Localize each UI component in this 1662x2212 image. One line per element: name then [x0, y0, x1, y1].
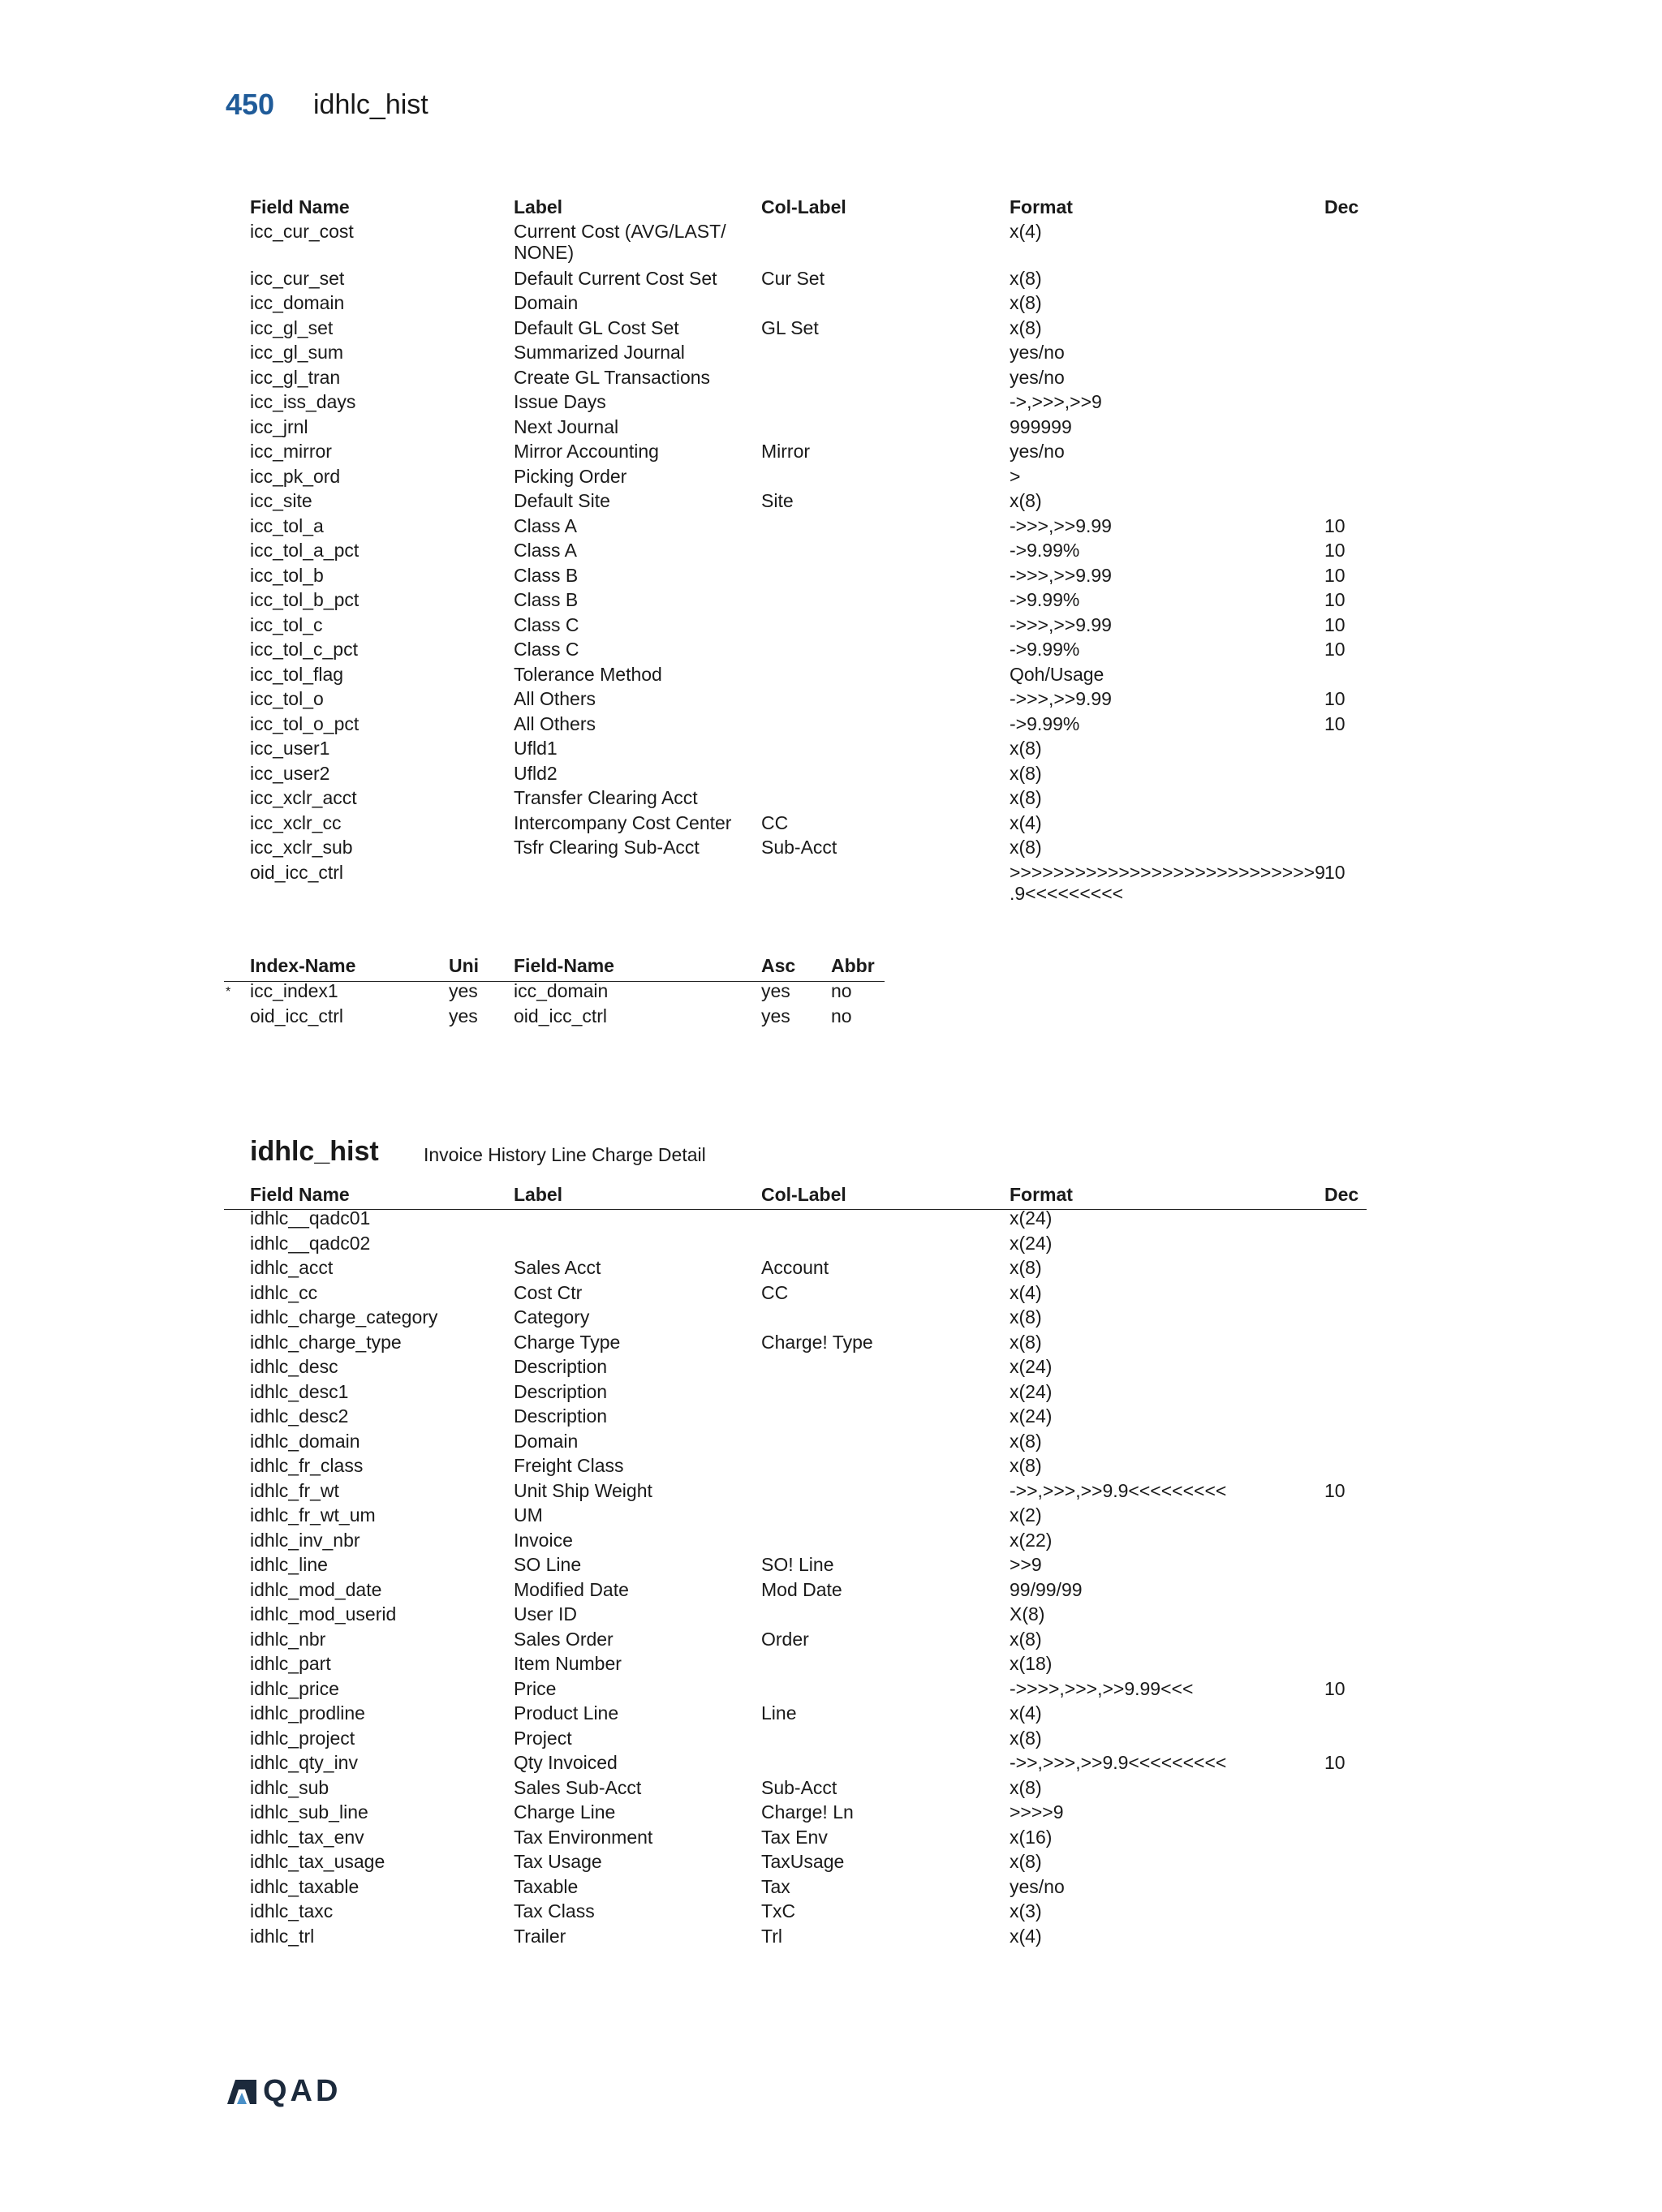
index-cell-uni: yes [449, 980, 478, 1001]
table-cell-field-name: icc_site [250, 490, 312, 511]
table-cell-label: User ID [514, 1603, 577, 1625]
table-cell-col-label: TaxUsage [761, 1851, 845, 1872]
index-header-abbr: Abbr [831, 955, 875, 976]
header-col-label: Col-Label [761, 196, 846, 217]
table-cell-col-label: Account [761, 1257, 829, 1278]
table-cell-label: Price [514, 1677, 557, 1699]
table-cell-dec: 10 [1324, 712, 1346, 734]
table-cell-label: Charge Line [514, 1801, 616, 1823]
table-cell-label: All Others [514, 688, 596, 709]
table-cell-field-name: idhlc_charge_category [250, 1306, 438, 1328]
header-label: Label [514, 196, 563, 217]
table-cell-format: X(8) [1010, 1603, 1045, 1625]
table-cell-field-name: icc_gl_tran [250, 366, 341, 388]
table-cell-label: Taxable [514, 1875, 579, 1897]
table-cell-field-name: idhlc_trl [250, 1925, 315, 1947]
table-cell-format: x(8) [1010, 1727, 1042, 1749]
table-cell-field-name: icc_cur_set [250, 267, 345, 289]
table-cell-label: Next Journal [514, 415, 619, 437]
table-cell-col-label: Site [761, 490, 794, 511]
table-cell-field-name: icc_tol_flag [250, 663, 344, 685]
table-cell-field-name: oid_icc_ctrl [250, 861, 344, 883]
table-cell-format: x(22) [1010, 1529, 1053, 1551]
table-cell-format: ->9.99% [1010, 540, 1080, 561]
table-cell-format: yes/no [1010, 366, 1065, 388]
table-cell-label: Class A [514, 514, 577, 536]
table-cell-format: x(8) [1010, 1455, 1042, 1476]
table-cell-field-name: icc_tol_o [250, 688, 324, 709]
table-cell-format: x(2) [1010, 1504, 1042, 1526]
table-cell-field-name: icc_iss_days [250, 391, 356, 412]
table-cell-col-label: Mod Date [761, 1578, 842, 1600]
table-cell-label: Current Cost (AVG/LAST/ NONE) [514, 221, 726, 263]
table-cell-format: ->>>>,>>>,>>9.99<<< [1010, 1677, 1194, 1699]
table-cell-format: >>>>>>>>>>>>>>>>>>>>>>>>>>>>9 .9<<<<<<<<< [1010, 861, 1325, 904]
table-cell-col-label: Sub-Acct [761, 1776, 837, 1798]
table-cell-field-name: idhlc_sub [250, 1776, 329, 1798]
table-cell-format: ->>,>>>,>>9.9<<<<<<<<< [1010, 1479, 1227, 1501]
primary-index-marker: * [226, 985, 231, 999]
table-cell-label: Project [514, 1727, 572, 1749]
table-cell-col-label: Tax [761, 1875, 790, 1897]
table-cell-col-label: CC [761, 1281, 789, 1303]
table-cell-label: Class B [514, 589, 579, 610]
table-cell-label: Sales Acct [514, 1257, 601, 1278]
table-cell-field-name: idhlc_tax_env [250, 1826, 364, 1848]
table-cell-format: x(18) [1010, 1653, 1053, 1674]
table-cell-label: Transfer Clearing Acct [514, 787, 698, 808]
index-cell-abbr: no [831, 1005, 852, 1026]
table-cell-field-name: icc_domain [250, 292, 345, 313]
table-cell-dec: 10 [1324, 1752, 1346, 1773]
table-cell-format: yes/no [1010, 441, 1065, 462]
table-cell-format: ->>>,>>9.99 [1010, 688, 1112, 709]
table-cell-field-name: idhlc_taxc [250, 1900, 334, 1922]
table-cell-label: Category [514, 1306, 590, 1328]
table-cell-format: x(8) [1010, 1851, 1042, 1872]
section-title: idhlc_hist [250, 1136, 379, 1167]
table-cell-dec: 10 [1324, 861, 1346, 883]
table-cell-field-name: icc_mirror [250, 441, 332, 462]
table-cell-format: ->>>,>>9.99 [1010, 613, 1112, 635]
table-cell-format: Qoh/Usage [1010, 663, 1104, 685]
table-cell-label: Product Line [514, 1702, 619, 1724]
qad-logo-icon [226, 2078, 258, 2106]
index-cell-field-name: icc_domain [514, 980, 609, 1001]
index-header-field-name: Field-Name [514, 955, 614, 976]
table-cell-label: Class C [514, 613, 579, 635]
table-cell-field-name: idhlc_mod_date [250, 1578, 382, 1600]
table-cell-label: Charge Type [514, 1331, 621, 1353]
table-cell-col-label: Tax Env [761, 1826, 828, 1848]
table-cell-dec: 10 [1324, 613, 1346, 635]
table-cell-label: Cost Ctr [514, 1281, 583, 1303]
table-cell-field-name: icc_tol_b_pct [250, 589, 360, 610]
header-field-name: Field Name [250, 1184, 350, 1205]
table-cell-format: x(8) [1010, 738, 1042, 759]
table-cell-field-name: idhlc_nbr [250, 1628, 326, 1650]
index-cell-asc: yes [761, 980, 790, 1001]
table-cell-col-label: TxC [761, 1900, 796, 1922]
table-cell-label: Description [514, 1356, 608, 1377]
table-cell-format: x(8) [1010, 1257, 1042, 1278]
table-cell-format: x(4) [1010, 1281, 1042, 1303]
table-cell-col-label: Trl [761, 1925, 782, 1947]
table-cell-format: 999999 [1010, 415, 1072, 437]
table-cell-field-name: icc_tol_o_pct [250, 712, 360, 734]
table-cell-label: Tax Class [514, 1900, 595, 1922]
table-cell-field-name: idhlc_part [250, 1653, 331, 1674]
page-number: 450 [226, 88, 275, 121]
index-header-index-name: Index-Name [250, 955, 356, 976]
table-cell-label: SO Line [514, 1554, 582, 1575]
table-cell-format: x(24) [1010, 1380, 1053, 1402]
table-cell-label: Picking Order [514, 465, 627, 487]
table-cell-field-name: idhlc_qty_inv [250, 1752, 358, 1773]
table-cell-format: ->9.99% [1010, 589, 1080, 610]
table-cell-format: x(8) [1010, 267, 1042, 289]
table-cell-label: Class B [514, 564, 579, 586]
table-cell-field-name: icc_gl_set [250, 316, 334, 338]
table-cell-label: UM [514, 1504, 543, 1526]
table-cell-format: ->9.99% [1010, 639, 1080, 660]
table-cell-field-name: icc_tol_c_pct [250, 639, 358, 660]
table-cell-label: Summarized Journal [514, 342, 685, 363]
table-cell-format: x(8) [1010, 1628, 1042, 1650]
table-cell-format: ->>>,>>9.99 [1010, 564, 1112, 586]
table-cell-label: Mirror Accounting [514, 441, 659, 462]
table-cell-label: Description [514, 1405, 608, 1427]
table-cell-field-name: idhlc__qadc01 [250, 1207, 371, 1229]
table-cell-format: x(4) [1010, 1925, 1042, 1947]
table-cell-format: x(8) [1010, 1430, 1042, 1452]
table-cell-field-name: icc_gl_sum [250, 342, 344, 363]
index-header-uni: Uni [449, 955, 480, 976]
table-cell-field-name: icc_tol_a_pct [250, 540, 360, 561]
table-cell-field-name: idhlc_prodline [250, 1702, 365, 1724]
table-cell-label: Default Current Cost Set [514, 267, 717, 289]
table-cell-format: x(24) [1010, 1356, 1053, 1377]
qad-logo-text: QAD [263, 2074, 342, 2108]
header-format: Format [1010, 196, 1073, 217]
table-cell-field-name: icc_xclr_cc [250, 811, 342, 833]
table-cell-col-label: SO! Line [761, 1554, 834, 1575]
table-cell-format: x(8) [1010, 316, 1042, 338]
header-dec: Dec [1324, 1184, 1359, 1205]
table-cell-field-name: idhlc_taxable [250, 1875, 360, 1897]
table-cell-dec: 10 [1324, 589, 1346, 610]
table-cell-field-name: idhlc_line [250, 1554, 328, 1575]
table-cell-format: x(8) [1010, 292, 1042, 313]
table-cell-field-name: idhlc_price [250, 1677, 339, 1699]
table-cell-format: ->>,>>>,>>9.9<<<<<<<<< [1010, 1752, 1227, 1773]
table-cell-field-name: idhlc_desc1 [250, 1380, 349, 1402]
table-cell-field-name: idhlc_domain [250, 1430, 360, 1452]
table-cell-label: Default GL Cost Set [514, 316, 679, 338]
table-cell-field-name: idhlc_sub_line [250, 1801, 368, 1823]
table-cell-field-name: idhlc_tax_usage [250, 1851, 385, 1872]
table-cell-col-label: Sub-Acct [761, 837, 837, 858]
table-cell-format: yes/no [1010, 342, 1065, 363]
table-cell-dec: 10 [1324, 639, 1346, 660]
table-cell-col-label: Line [761, 1702, 797, 1724]
table-cell-field-name: icc_tol_c [250, 613, 323, 635]
table-cell-format: ->9.99% [1010, 712, 1080, 734]
table-cell-label: Issue Days [514, 391, 606, 412]
table-cell-format: >>9 [1010, 1554, 1042, 1575]
table-cell-format: x(24) [1010, 1232, 1053, 1254]
table-cell-dec: 10 [1324, 514, 1346, 536]
table-cell-field-name: idhlc_fr_class [250, 1455, 364, 1476]
table-cell-label: Unit Ship Weight [514, 1479, 652, 1501]
table-cell-dec: 10 [1324, 564, 1346, 586]
table-cell-format: ->,>>>,>>9 [1010, 391, 1102, 412]
table-cell-format: x(24) [1010, 1405, 1053, 1427]
table-cell-label: Ufld1 [514, 738, 558, 759]
table-cell-field-name: idhlc_inv_nbr [250, 1529, 360, 1551]
table-cell-label: Class A [514, 540, 577, 561]
table-cell-label: Modified Date [514, 1578, 629, 1600]
table-cell-field-name: idhlc_mod_userid [250, 1603, 397, 1625]
table-cell-format: yes/no [1010, 1875, 1065, 1897]
table-cell-label: Sales Order [514, 1628, 614, 1650]
header-dec: Dec [1324, 196, 1359, 217]
table-cell-field-name: idhlc_fr_wt [250, 1479, 339, 1501]
table-cell-field-name: idhlc_charge_type [250, 1331, 402, 1353]
table-cell-col-label: Charge! Ln [761, 1801, 854, 1823]
table-cell-label: Ufld2 [514, 762, 558, 784]
table-cell-format: x(8) [1010, 490, 1042, 511]
table-cell-field-name: idhlc_cc [250, 1281, 318, 1303]
table-cell-field-name: idhlc_fr_wt_um [250, 1504, 376, 1526]
table-cell-format: x(8) [1010, 787, 1042, 808]
table-cell-format: >>>>9 [1010, 1801, 1064, 1823]
table-cell-format: x(4) [1010, 1702, 1042, 1724]
table-cell-label: Item Number [514, 1653, 622, 1674]
table-cell-field-name: icc_xclr_acct [250, 787, 357, 808]
table-cell-label: Domain [514, 292, 579, 313]
table-cell-label: Qty Invoiced [514, 1752, 618, 1773]
table-cell-field-name: icc_pk_ord [250, 465, 341, 487]
table-cell-label: Invoice [514, 1529, 573, 1551]
table-cell-format: x(24) [1010, 1207, 1053, 1229]
table-cell-format: > [1010, 465, 1021, 487]
header-field-name: Field Name [250, 196, 350, 217]
table-cell-label: Trailer [514, 1925, 566, 1947]
table-cell-field-name: icc_jrnl [250, 415, 308, 437]
table-cell-format: ->>>,>>9.99 [1010, 514, 1112, 536]
index-cell-uni: yes [449, 1005, 478, 1026]
table-cell-field-name: idhlc_project [250, 1727, 355, 1749]
table-cell-format: x(16) [1010, 1826, 1053, 1848]
qad-logo [226, 2074, 341, 2109]
table-cell-field-name: idhlc_acct [250, 1257, 334, 1278]
table-cell-field-name: idhlc_desc [250, 1356, 338, 1377]
table-cell-dec: 10 [1324, 1479, 1346, 1501]
table-cell-label: Tsfr Clearing Sub-Acct [514, 837, 700, 858]
table-cell-field-name: idhlc__qadc02 [250, 1232, 371, 1254]
table-cell-label: Class C [514, 639, 579, 660]
table-cell-col-label: GL Set [761, 316, 819, 338]
table-cell-label: Freight Class [514, 1455, 624, 1476]
table-cell-label: Tax Environment [514, 1826, 653, 1848]
index-cell-abbr: no [831, 980, 852, 1001]
table-cell-field-name: icc_tol_b [250, 564, 324, 586]
table-cell-dec: 10 [1324, 688, 1346, 709]
index-header-asc: Asc [761, 955, 796, 976]
table-cell-field-name: icc_cur_cost [250, 221, 354, 242]
table-cell-field-name: icc_user2 [250, 762, 330, 784]
table-cell-format: x(4) [1010, 221, 1042, 242]
table-cell-dec: 10 [1324, 540, 1346, 561]
table-cell-format: 99/99/99 [1010, 1578, 1083, 1600]
table-cell-dec: 10 [1324, 1677, 1346, 1699]
page-title: idhlc_hist [313, 89, 428, 120]
index-cell-field-name: oid_icc_ctrl [514, 1005, 608, 1026]
table-cell-format: x(8) [1010, 762, 1042, 784]
table-cell-label: Tax Usage [514, 1851, 602, 1872]
index-cell-index-name: icc_index1 [250, 980, 338, 1001]
table-cell-label: Domain [514, 1430, 579, 1452]
table-cell-col-label: Cur Set [761, 267, 825, 289]
section-description: Invoice History Line Charge Detail [424, 1144, 706, 1165]
index-cell-index-name: oid_icc_ctrl [250, 1005, 344, 1026]
table-cell-col-label: CC [761, 811, 789, 833]
header-label: Label [514, 1184, 563, 1205]
table-cell-label: Create GL Transactions [514, 366, 711, 388]
table-cell-label: Intercompany Cost Center [514, 811, 732, 833]
table-cell-col-label: Mirror [761, 441, 811, 462]
header-format: Format [1010, 1184, 1073, 1205]
header-col-label: Col-Label [761, 1184, 846, 1205]
table-cell-format: x(4) [1010, 811, 1042, 833]
table-cell-label: Description [514, 1380, 608, 1402]
table-cell-label: Tolerance Method [514, 663, 662, 685]
table-cell-field-name: icc_xclr_sub [250, 837, 353, 858]
table-cell-format: x(8) [1010, 1776, 1042, 1798]
table-cell-label: Sales Sub-Acct [514, 1776, 642, 1798]
table-cell-field-name: idhlc_desc2 [250, 1405, 349, 1427]
table-cell-col-label: Charge! Type [761, 1331, 873, 1353]
index-cell-asc: yes [761, 1005, 790, 1026]
table-cell-label: Default Site [514, 490, 610, 511]
table-cell-label: All Others [514, 712, 596, 734]
table-cell-format: x(8) [1010, 837, 1042, 858]
table-cell-format: x(3) [1010, 1900, 1042, 1922]
table-cell-col-label: Order [761, 1628, 809, 1650]
header-rule [224, 1209, 1367, 1210]
table-cell-format: x(8) [1010, 1331, 1042, 1353]
table-cell-field-name: icc_tol_a [250, 514, 324, 536]
table-cell-format: x(8) [1010, 1306, 1042, 1328]
table-cell-field-name: icc_user1 [250, 738, 330, 759]
